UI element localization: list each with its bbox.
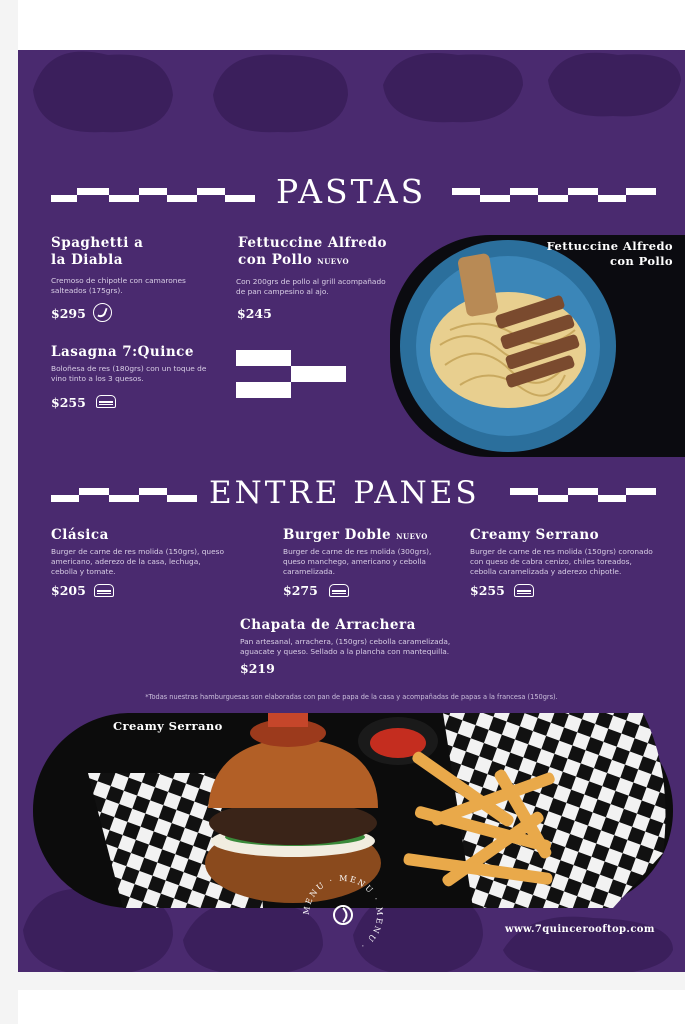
entre-panes-section-title: ENTRE PANES xyxy=(209,475,480,511)
item-name: Creamy Serrano xyxy=(470,527,600,543)
menu-seal-logo xyxy=(298,870,388,960)
chef-choice-icon xyxy=(94,584,114,597)
item-description: Burger de carne de res molida (150grs) coronado con queso de cabra cenizo, chiles toreados, cebolla caramelizada y aderezo chipotle. xyxy=(470,547,653,576)
item-description: Cremoso de chipotle con camarones salteados (175grs). xyxy=(51,276,186,295)
seal-text: MENU · MENU · MENU · xyxy=(301,873,385,952)
new-badge: NUEVO xyxy=(317,257,350,266)
item-price: $219 xyxy=(240,661,275,676)
monstera-leaf-decoration xyxy=(498,910,678,972)
item-name: Burger Doble NUEVO xyxy=(283,527,428,543)
block-decoration xyxy=(236,350,346,398)
fettuccine-photo-label: Fettuccine Alfredo con Pollo xyxy=(546,239,673,268)
burger-footnote: *Todas nuestras hamburguesas son elaboradas con pan de papa de la casa y acompañadas de papas a la francesa (150grs). xyxy=(145,693,558,701)
checker-divider-left xyxy=(51,485,197,505)
chef-choice-icon xyxy=(329,584,349,597)
chef-choice-icon xyxy=(514,584,534,597)
checker-divider-right xyxy=(510,485,656,505)
item-description: Con 200grs de pollo al grill acompañado de pan campesino al ajo. xyxy=(236,277,386,296)
item-name: Spaghetti a la Diabla xyxy=(51,235,144,268)
creamy-serrano-photo-label: Creamy Serrano xyxy=(113,719,223,733)
previous-page-edge xyxy=(18,0,685,50)
item-description: Burger de carne de res molida (300grs), queso manchego, americano y cebolla caramelizada. xyxy=(283,547,432,576)
item-price: $205 xyxy=(51,583,86,598)
checker-divider-left xyxy=(51,185,255,205)
monstera-leaf-decoration xyxy=(378,50,528,125)
item-price: $255 xyxy=(470,583,505,598)
item-name: Lasagna 7:Quince xyxy=(51,344,194,360)
item-price: $255 xyxy=(51,395,86,410)
item-name: Chapata de Arrachera xyxy=(240,617,416,633)
monstera-leaf-decoration xyxy=(28,50,178,135)
monstera-leaf-decoration xyxy=(543,50,683,120)
item-description: Burger de carne de res molida (150grs), queso americano, aderezo de la casa, lechuga, cebolla y tomate. xyxy=(51,547,225,576)
item-description: Boloñesa de res (180grs) con un toque de vino tinto a los 3 quesos. xyxy=(51,364,207,383)
svg-text:MENU · MENU · MENU · xyxy=(302,874,385,951)
chef-choice-icon xyxy=(96,395,116,408)
next-page-edge xyxy=(18,990,685,1024)
monstera-leaf-decoration xyxy=(208,50,353,135)
menu-page xyxy=(18,50,685,972)
item-price: $295 xyxy=(51,306,86,321)
item-name: Fettuccine Alfredo con Pollo NUEVO xyxy=(238,235,387,268)
item-description: Pan artesanal, arrachera, (150grs) cebolla caramelizada, aguacate y queso. Sellado a la plancha con mantequilla. xyxy=(240,637,451,656)
website-url[interactable]: www.7quincerooftop.com xyxy=(505,924,655,935)
item-price: $245 xyxy=(237,306,272,321)
new-badge: NUEVO xyxy=(396,532,428,541)
item-name: Clásica xyxy=(51,527,109,543)
checker-divider-right xyxy=(452,185,656,205)
item-price: $275 xyxy=(283,583,318,598)
spicy-icon xyxy=(93,303,112,322)
pastas-section-title: PASTAS xyxy=(276,172,427,211)
